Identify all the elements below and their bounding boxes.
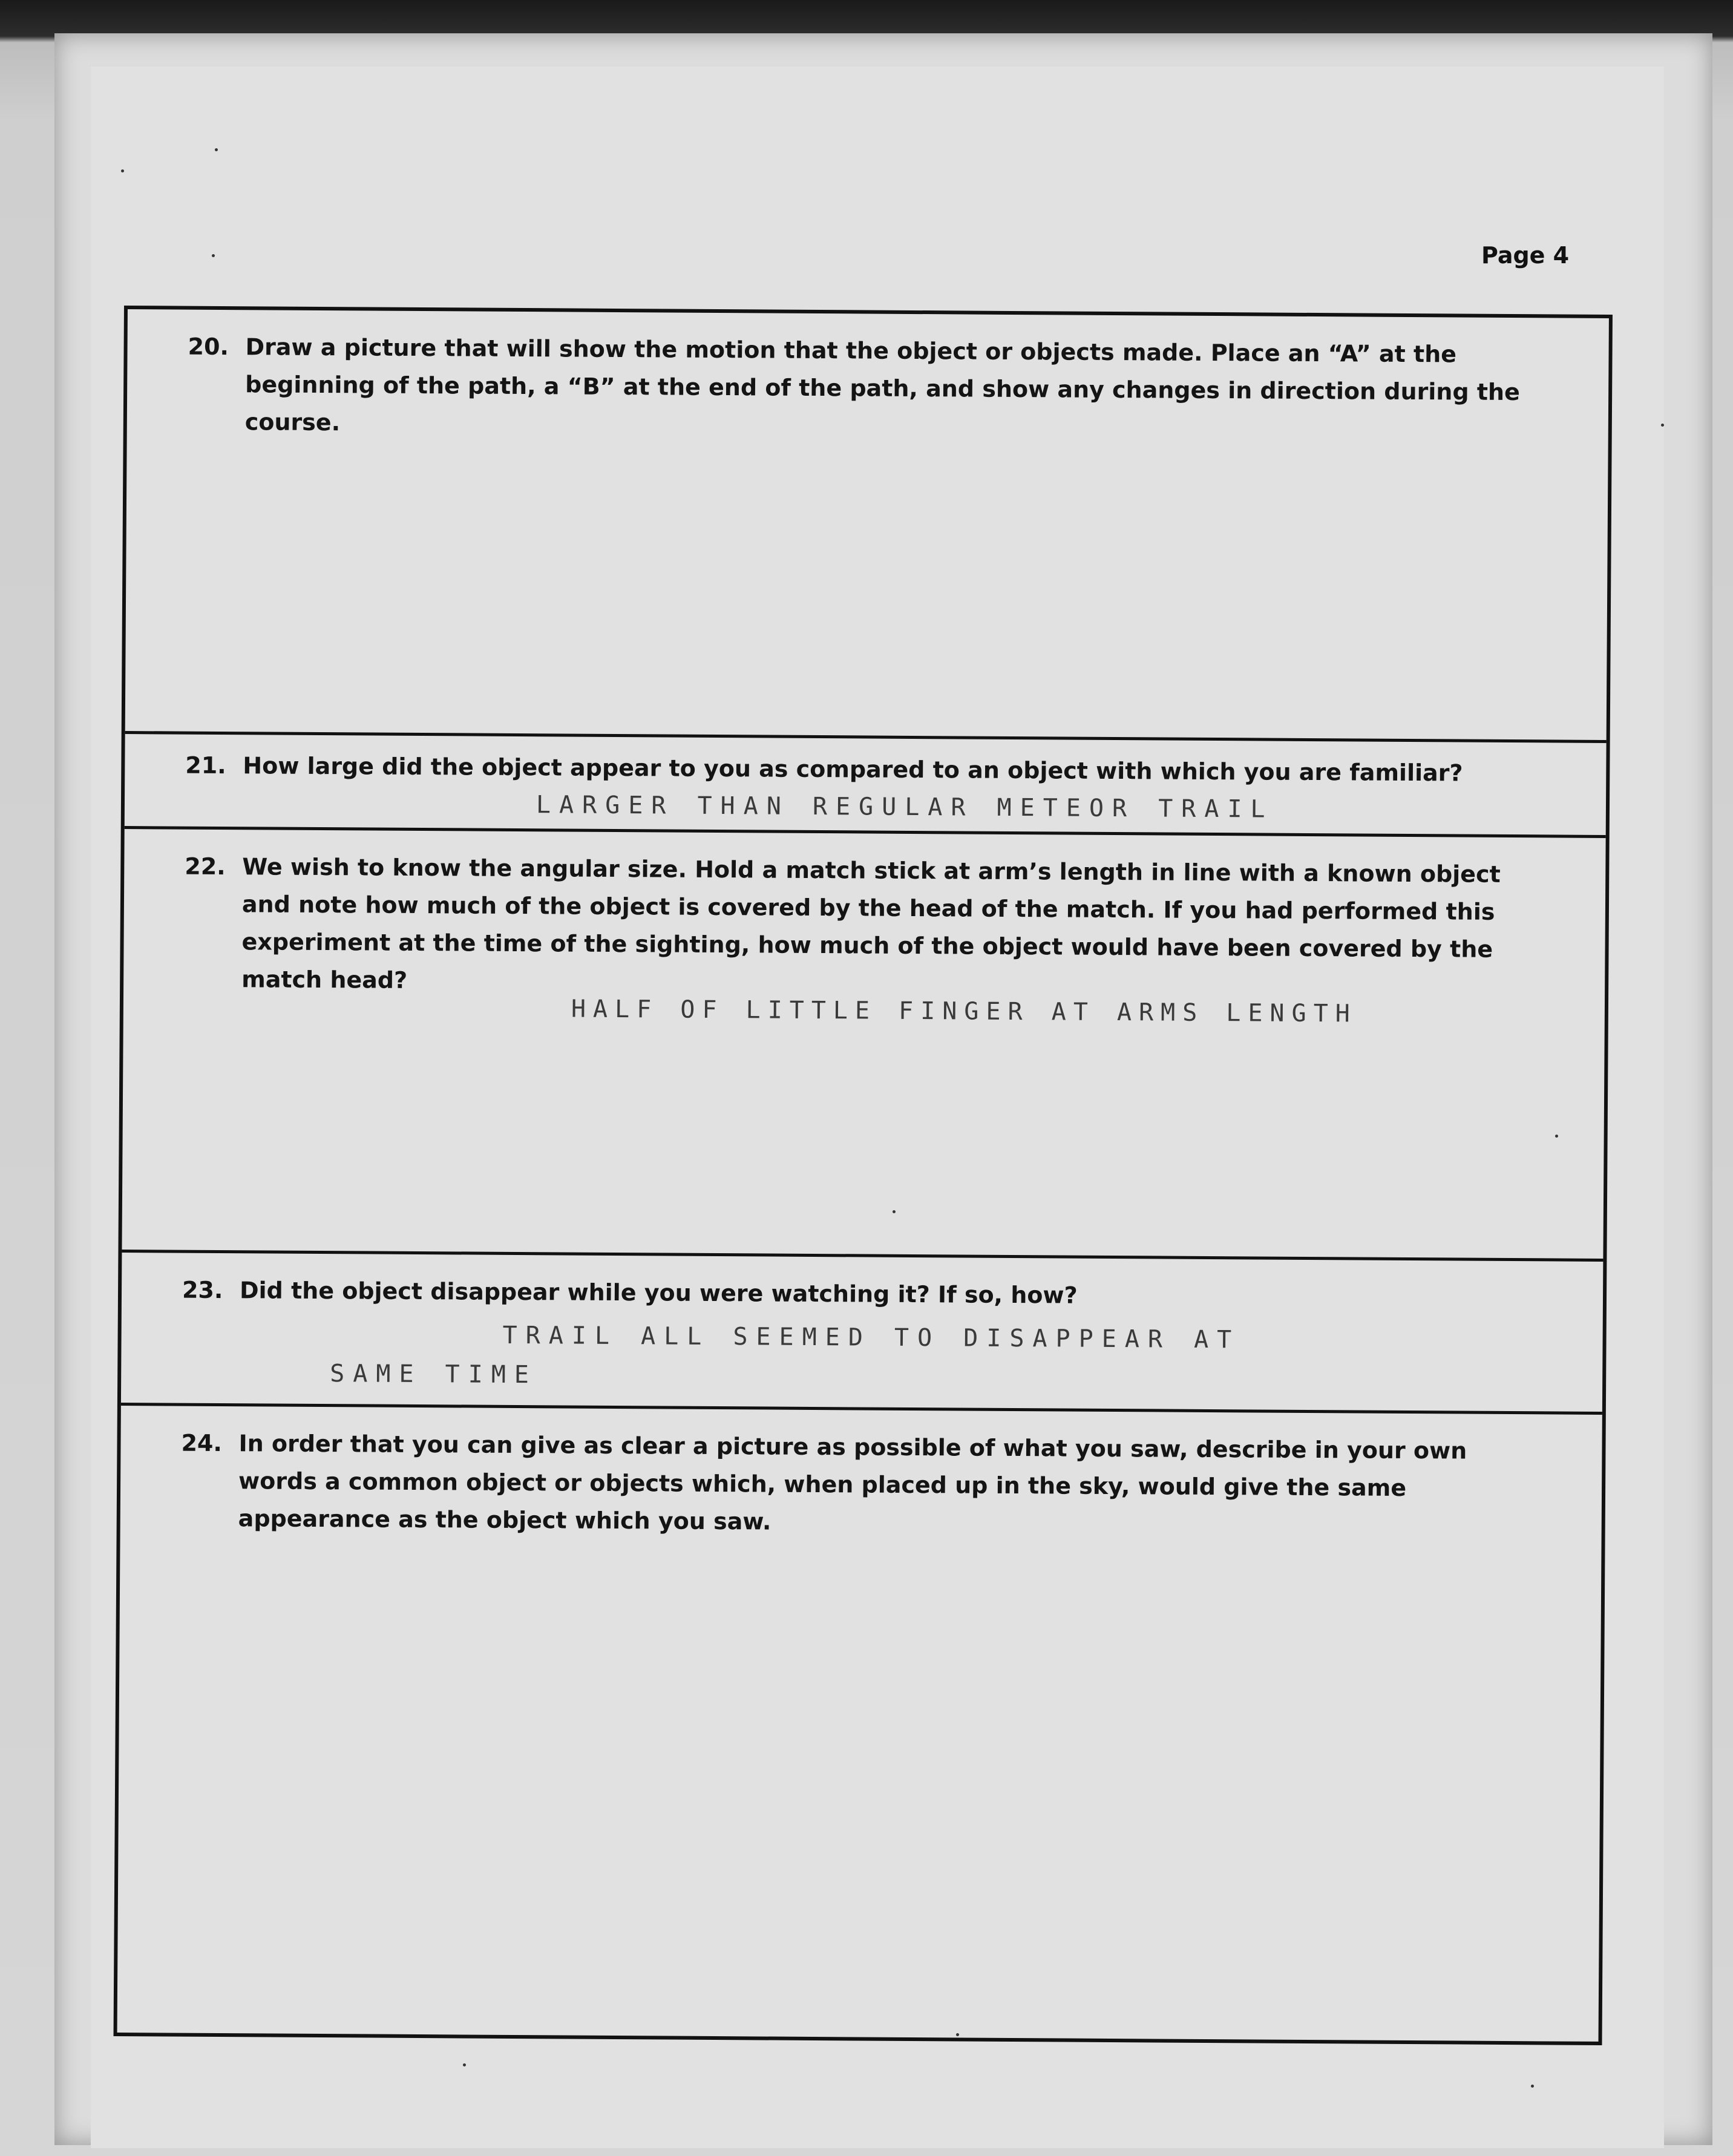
scan-speck [1531,2085,1534,2088]
handwritten-answer-line-1: TRAIL ALL SEEMED TO DISAPPEAR AT [502,1321,1240,1354]
handwritten-answer: HALF OF LITTLE FINGER AT ARMS LENGTH [571,995,1357,1028]
question-number: 23. [182,1276,223,1304]
question-text: How large did the object appear to you as compared to an object with which you are familiar? [243,752,1463,787]
handwritten-answer-line-2: SAME TIME [330,1360,538,1389]
question-24-section [117,1406,1602,2044]
scan-speck [212,254,215,257]
scan-speck [121,169,124,172]
question-number: 24. [181,1429,222,1457]
question-21 [185,747,1551,793]
question-23 [182,1271,1548,1317]
questionnaire-form [114,306,1613,2045]
question-number: 22. [185,853,226,880]
question-24 [181,1424,1548,1545]
page-number: Page 4 [1481,242,1570,269]
question-text: We wish to know the angular size. Hold a match stick at arm’s length in line with a known object and note how much of the object is covered by the head of the match. If you had performed this experiment at the time of the sighting, how much of the object would have been covered by the match head? [241,853,1501,994]
question-23-section [121,1253,1603,1415]
question-20 [188,328,1554,449]
scan-speck [1555,1135,1558,1138]
question-20-section [125,309,1609,743]
scan-speck [893,1210,896,1213]
question-text: Did the object disappear while you were watching it? If so, how? [239,1277,1078,1309]
question-number: 21. [185,752,226,779]
handwritten-answer: LARGER THAN REGULAR METEOR TRAIL [536,791,1274,824]
question-22 [184,848,1551,1006]
question-text: In order that you can give as clear a picture as possible of what you saw, describe in your own words a common object or objects which, when placed up in the sky, would give the same appearance as the object which you saw. [238,1430,1467,1535]
scan-speck [1661,424,1664,427]
question-22-section [122,829,1605,1262]
scan-speck [215,148,218,151]
scan-speck [956,2033,959,2036]
question-number: 20. [188,333,229,361]
question-text: Draw a picture that will show the motion that the object or objects made. Place an “A” at the beginning of the path, a “B” at the end of the path, and show any changes in direction during the course. [244,333,1520,436]
scan-speck [463,2063,466,2066]
question-21-section [125,734,1607,838]
